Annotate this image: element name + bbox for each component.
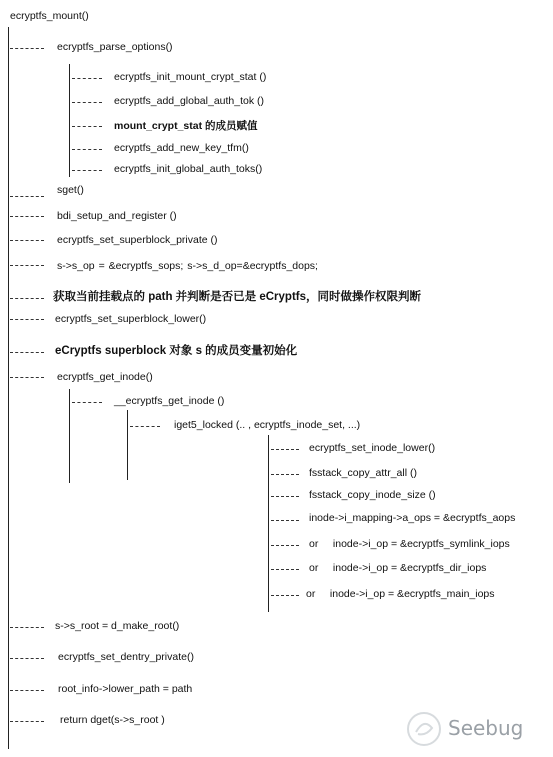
seebug-watermark: Seebug <box>448 716 524 740</box>
connector <box>10 196 44 197</box>
parse-options-trunk <box>69 64 70 177</box>
connector <box>271 569 299 570</box>
step-sget: sget() <box>57 184 84 196</box>
connector <box>10 216 44 217</box>
step-make-root: s->s_root = d_make_root() <box>55 620 180 632</box>
step-set-superblock-private: ecryptfs_set_superblock_private () <box>57 234 218 246</box>
parse-child-init-global-auth-toks: ecryptfs_init_global_auth_toks() <box>114 163 263 175</box>
iget5-child-dir-iops: or inode->i_op = &ecryptfs_dir_iops <box>309 562 487 574</box>
step-bdi-setup: bdi_setup_and_register () <box>57 210 177 222</box>
connector <box>271 496 299 497</box>
connector <box>72 402 102 403</box>
iget5-child-a-ops: inode->i_mapping->a_ops = &ecryptfs_aops <box>309 512 516 524</box>
parse-child-init-mount-crypt-stat: ecryptfs_init_mount_crypt_stat () <box>114 71 267 83</box>
connector <box>72 126 102 127</box>
parse-child-member-assign: mount_crypt_stat 的成员赋值 <box>114 120 258 132</box>
internal-get-inode: __ecryptfs_get_inode () <box>114 395 225 407</box>
step-lower-path: root_info->lower_path = path <box>58 683 193 695</box>
step-set-ops: s->s_op = &ecryptfs_sops; s->s_d_op=&ecryptfs_dops; <box>57 260 318 272</box>
parse-child-add-new-key-tfm: ecryptfs_add_new_key_tfm() <box>114 142 249 154</box>
step-superblock-init: eCryptfs superblock 对象 s 的成员变量初始化 <box>55 345 298 357</box>
connector <box>271 449 299 450</box>
connector <box>72 149 102 150</box>
connector <box>10 240 44 241</box>
connector <box>130 426 160 427</box>
connector <box>271 595 299 596</box>
get-inode-trunk <box>69 389 70 483</box>
iget5-child-copy-inode-size: fsstack_copy_inode_size () <box>309 489 436 501</box>
connector <box>72 78 102 79</box>
step-set-dentry-private: ecryptfs_set_dentry_private() <box>58 651 194 663</box>
connector <box>10 352 44 353</box>
connector <box>10 658 44 659</box>
iget5-child-symlink-iops: or inode->i_op = &ecryptfs_symlink_iops <box>309 538 510 550</box>
connector <box>271 474 299 475</box>
connector <box>10 298 44 299</box>
connector <box>10 721 44 722</box>
iget5-child-copy-attr-all: fsstack_copy_attr_all () <box>309 467 417 479</box>
step-set-superblock-lower: ecryptfs_set_superblock_lower() <box>55 313 207 325</box>
step-parse-options: ecryptfs_parse_options() <box>57 41 173 53</box>
iget5-child-main-iops: or inode->i_op = &ecryptfs_main_iops <box>306 588 495 600</box>
connector <box>10 319 44 320</box>
connector <box>10 48 44 49</box>
step-return-dget: return dget(s->s_root ) <box>60 714 165 726</box>
connector <box>10 690 44 691</box>
connector <box>10 627 44 628</box>
connector <box>72 102 102 103</box>
internal-get-inode-trunk <box>127 410 128 480</box>
root-trunk <box>8 27 9 749</box>
connector <box>271 545 299 546</box>
iget5-trunk <box>268 435 269 612</box>
step-get-inode: ecryptfs_get_inode() <box>57 371 153 383</box>
connector <box>72 170 102 171</box>
connector <box>10 377 44 378</box>
step-get-mount-path: 获取当前挂载点的 path 并判断是否已是 eCryptfs，同时做操作权限判断 <box>53 291 422 303</box>
root-function: ecryptfs_mount() <box>10 10 89 22</box>
iget5-locked: iget5_locked (.. , ecryptfs_inode_set, ...) <box>174 419 361 431</box>
connector <box>10 265 44 266</box>
connector <box>271 520 299 521</box>
iget5-child-set-inode-lower: ecryptfs_set_inode_lower() <box>309 442 436 454</box>
parse-child-add-global-auth-tok: ecryptfs_add_global_auth_tok () <box>114 95 265 107</box>
